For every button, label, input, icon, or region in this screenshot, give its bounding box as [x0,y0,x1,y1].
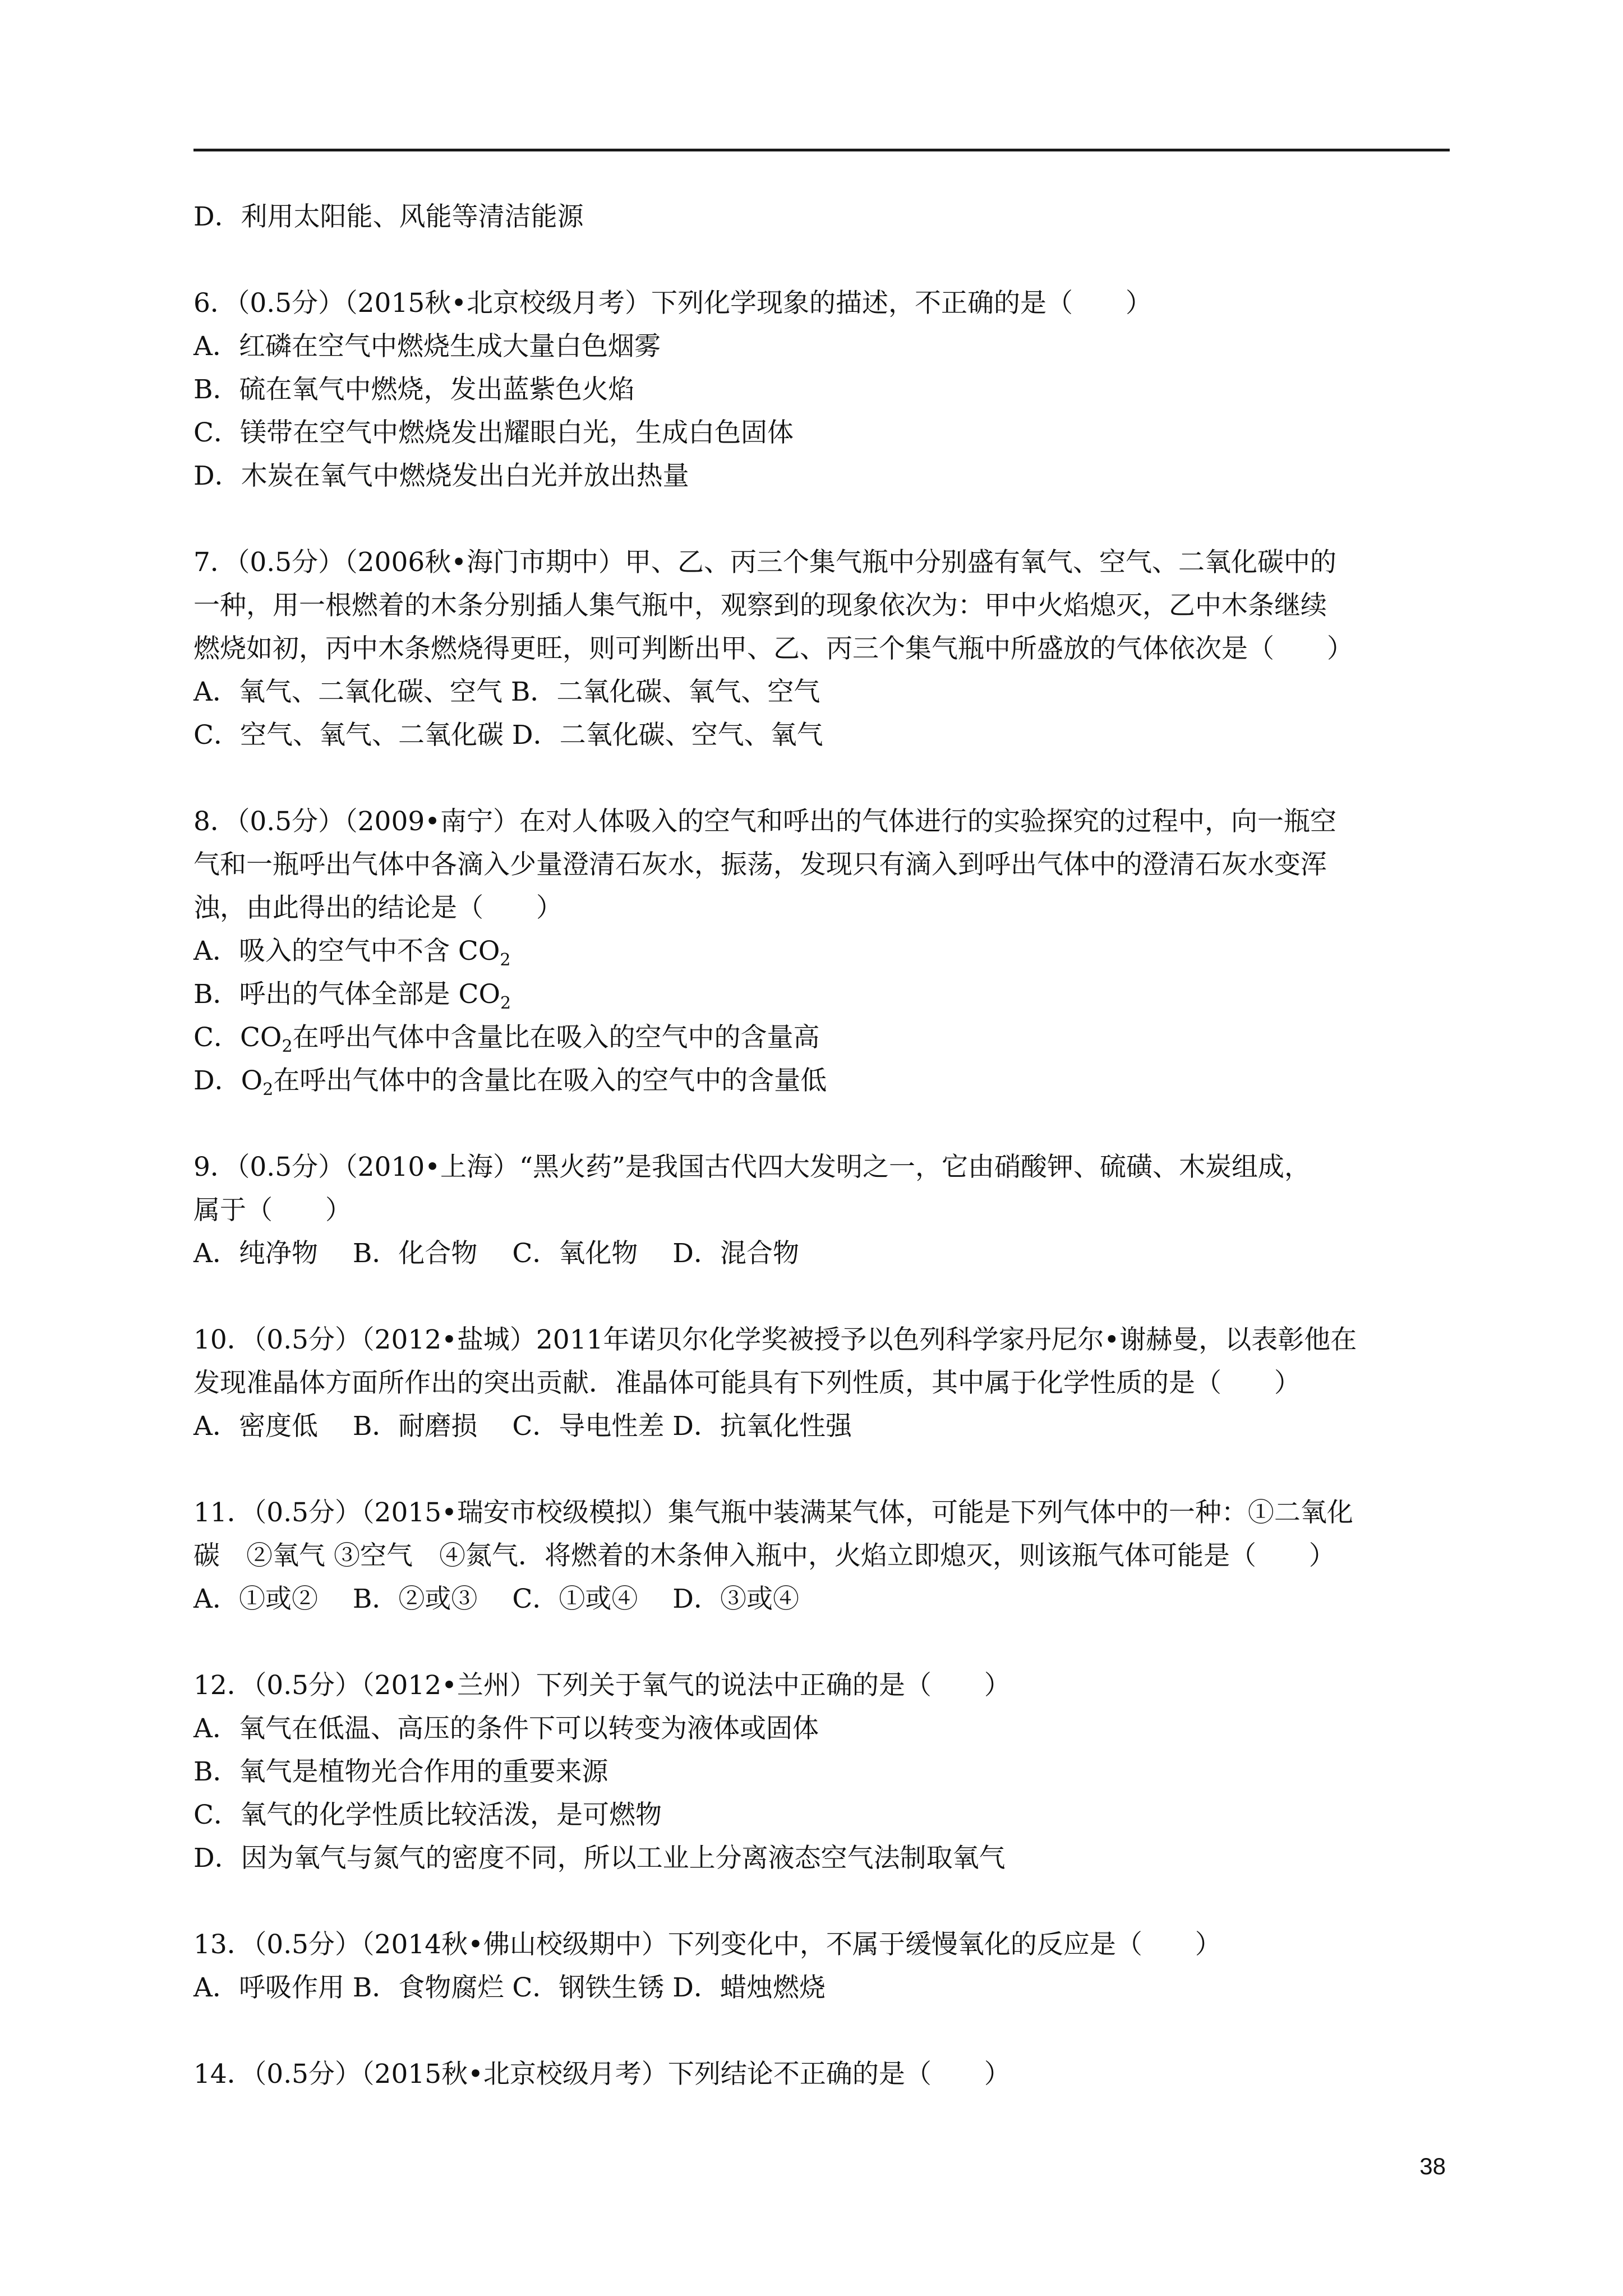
option-a: A．红磷在空气中燃烧生成大量白色烟雾 [193,331,661,362]
question-7 [193,541,1450,757]
question-8 [193,800,1450,1102]
option-c: C．镁带在空气中燃烧发出耀眼白光，生成白色固体 [193,417,794,448]
question-14 [193,2053,1450,2096]
question-9 [193,1145,1450,1275]
document-body [193,195,1450,2096]
q5-option-d: D．利用太阳能、风能等清洁能源 [193,201,584,232]
options-ab: A．氧气、二氧化碳、空气 B．二氧化碳、氧气、空气 [193,677,820,707]
options: A．纯净物 B．化合物 C．氧化物 D．混合物 [193,1238,799,1269]
option-b: B．氧气是植物光合作用的重要来源 [193,1756,608,1787]
options: A．密度低 B．耐磨损 C．导电性差 D．抗氧化性强 [193,1411,852,1442]
subscript: 2 [282,1037,293,1056]
page-number: 38 [1419,2153,1446,2179]
option-d: D．因为氧气与氮气的密度不同，所以工业上分离液态空气法制取氧气 [193,1843,1006,1874]
question-stem: 碳 ②氧气 ③空气 ④氮气．将燃着的木条伸入瓶中，火焰立即熄灭，则该瓶气体可能是（ ） [193,1540,1335,1571]
question-stem: 浊，由此得出的结论是（ ） [193,892,562,923]
question-stem: 12．（0.5分）（2012•兰州）下列关于氧气的说法中正确的是（ ） [193,1670,1011,1701]
question-6 [193,282,1450,498]
question-13 [193,1923,1450,2009]
question-stem: 发现准晶体方面所作出的突出贡献．准晶体可能具有下列性质，其中属于化学性质的是（ ） [193,1368,1301,1398]
question-stem: 13．（0.5分）（2014秋•佛山校级期中）下列变化中，不属于缓慢氧化的反应是（ ） [193,1929,1221,1960]
option-a: A．氧气在低温、高压的条件下可以转变为液体或固体 [193,1713,819,1744]
question-stem: 属于（ ） [193,1195,352,1226]
subscript: 2 [500,950,511,970]
option-d: D．木炭在氧气中燃烧发出白光并放出热量 [193,461,689,491]
option-c: C．$CO_2$在呼出气体中含量比在吸入的空气中的含量高 [193,1022,820,1056]
question-stem: 一种，用一根燃着的木条分别插人集气瓶中，观察到的现象依次为：甲中火焰熄灭，乙中木条继续 [193,590,1327,621]
question-stem: 10．（0.5分）（2012•盐城）2011年诺贝尔化学奖被授予以色列科学家丹尼尔•谢赫曼，以表彰他在 [193,1324,1357,1355]
question-stem: 6．（0.5分）（2015秋•北京校级月考）下列化学现象的描述，不正确的是（ ） [193,288,1152,319]
option-d: D．$O_2$在呼出气体中的含量比在吸入的空气中的含量低 [193,1065,827,1099]
options: A．呼吸作用 B．食物腐烂 C．钢铁生锈 D．蜡烛燃烧 [193,1972,826,2003]
question-stem: 14．（0.5分）（2015秋•北京校级月考）下列结论不正确的是（ ） [193,2059,1011,2090]
subscript: 2 [500,993,511,1013]
question-stem: 9．（0.5分）（2010•上海）“黑火药”是我国古代四大发明之一，它由硝酸钾、硫磺、木炭组成， [193,1152,1311,1182]
option-b: B．硫在氧气中燃烧，发出蓝紫色火焰 [193,374,635,405]
options: A．①或② B．②或③ C．①或④ D．③或④ [193,1584,799,1614]
header-rule [193,149,1450,151]
option-a: A．吸入的空气中不含 $CO_2$ [193,936,511,970]
question-12 [193,1664,1450,1880]
option-b: B．呼出的气体全部是 $CO_2$ [193,979,511,1013]
question-stem: 7．（0.5分）（2006秋•海门市期中）甲、乙、丙三个集气瓶中分别盛有氧气、空气、二氧化碳中的 [193,547,1336,578]
option-c: C．氧气的化学性质比较活泼，是可燃物 [193,1800,662,1830]
subscript: 2 [262,1080,274,1099]
question-10 [193,1318,1450,1448]
question-stem: 8．（0.5分）（2009•南宁）在对人体吸入的空气和呼出的气体进行的实验探究的过程中，向一瓶空 [193,806,1336,837]
question-stem: 燃烧如初，丙中木条燃烧得更旺，则可判断出甲、乙、丙三个集气瓶中所盛放的气体依次是（ ） [193,633,1353,664]
question-stem: 气和一瓶呼出气体中各滴入少量澄清石灰水，振荡，发现只有滴入到呼出气体中的澄清石灰水变浑 [193,849,1327,880]
options-cd: C．空气、氧气、二氧化碳 D．二氧化碳、空气、氧气 [193,720,823,751]
question-stem: 11．（0.5分）（2015•瑞安市校级模拟）集气瓶中装满某气体，可能是下列气体中的一种：①二氧化 [193,1497,1353,1528]
question-11 [193,1491,1450,1621]
